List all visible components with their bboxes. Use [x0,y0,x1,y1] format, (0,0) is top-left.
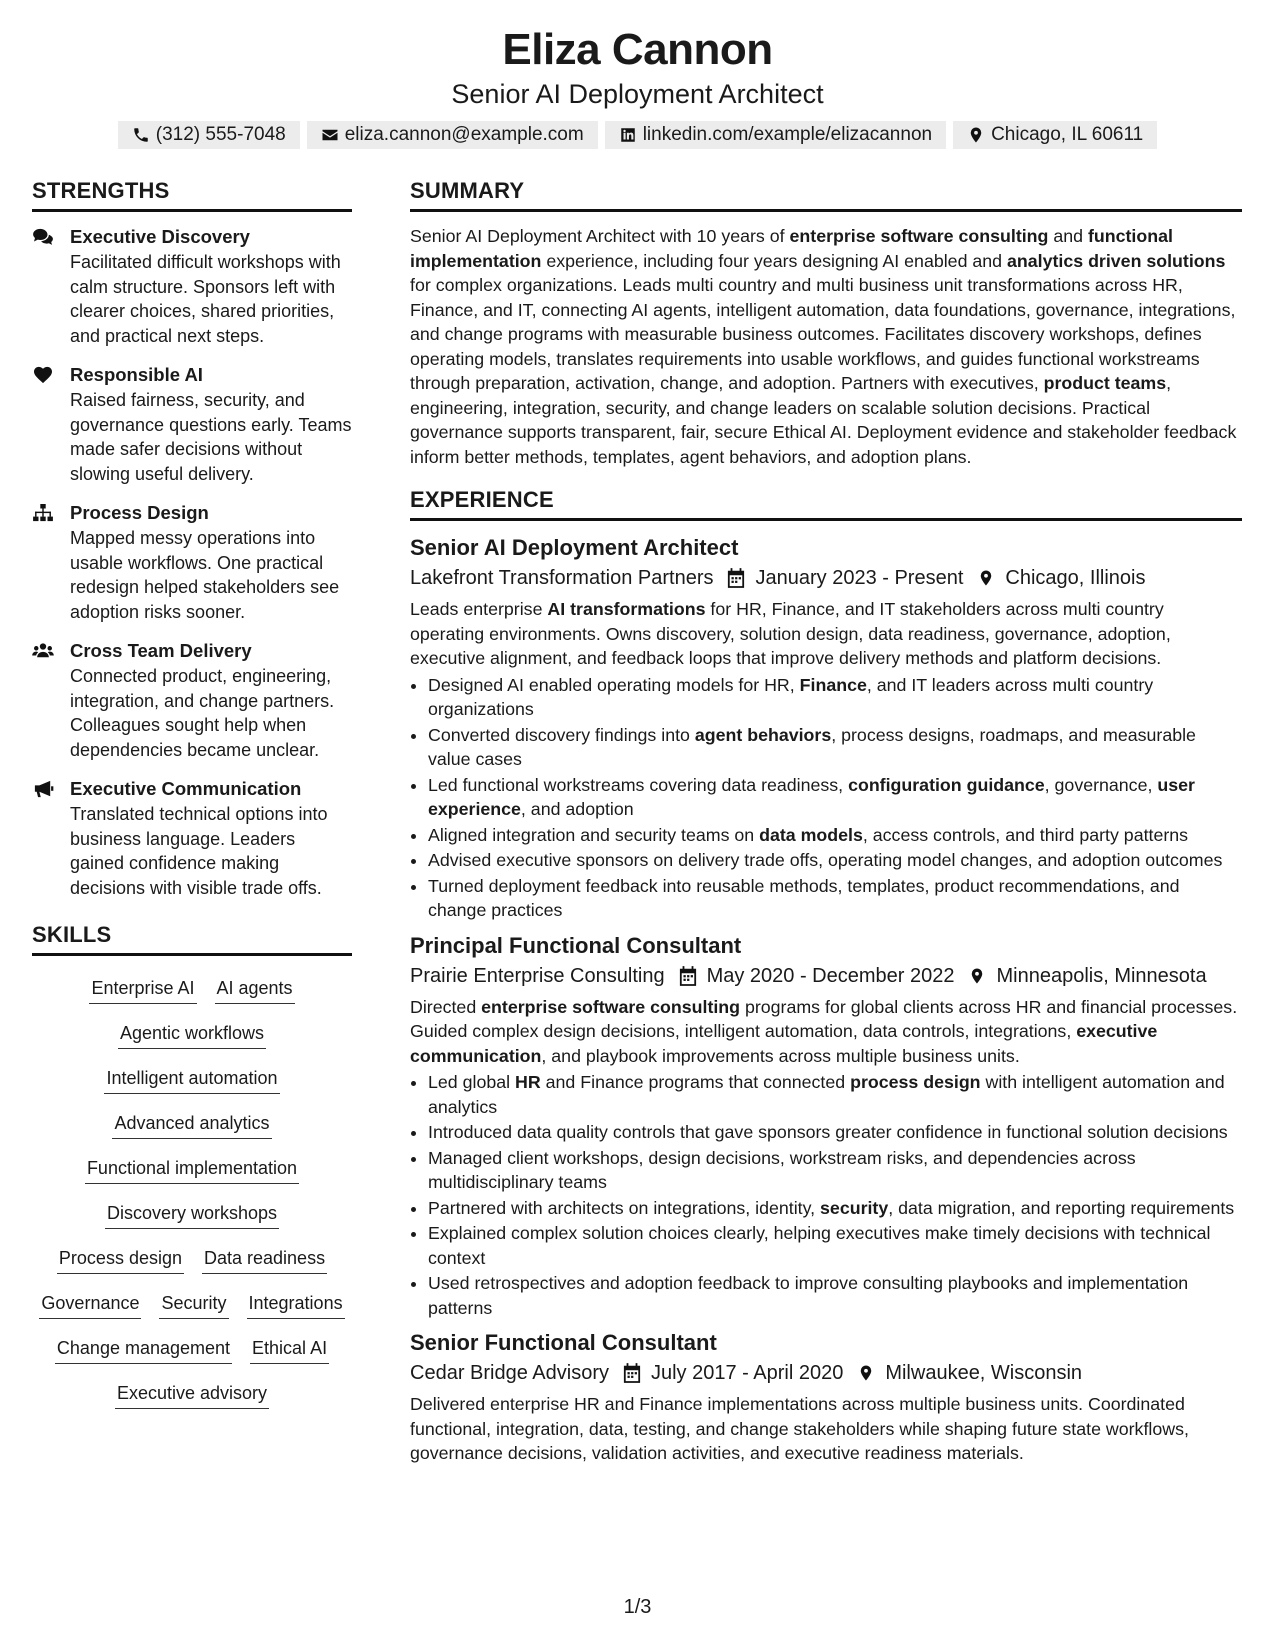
skill-tag: Functional implementation [85,1154,299,1184]
skill-tag: Discovery workshops [105,1199,279,1229]
text-run: Partnered with architects on integrations, identity, [428,1197,821,1218]
emphasis-text: enterprise software consulting [481,996,741,1017]
skill-tag: Security [159,1289,228,1319]
bullhorn-icon [32,780,54,798]
list-item [428,823,1242,848]
text-run: , and adoption [520,799,634,819]
skills-list [32,974,352,1424]
skill-row [32,1154,352,1199]
skill-tag: Data readiness [202,1244,327,1274]
sitemap-icon [32,504,54,522]
comments-icon [32,228,54,246]
skill-tag: Process design [57,1244,184,1274]
skill-tag: Enterprise AI [89,974,196,1004]
text-run: Introduced data quality controls that gave sponsors greater confidence in functional solution decisions [428,1122,1228,1142]
job-summary [410,1392,1242,1466]
strength-item [32,224,352,348]
strength-desc: Translated technical options into business language. Leaders gained confidence making decisions with visible trade offs. [70,804,328,898]
strength-desc: Facilitated difficult workshops with calm structure. Sponsors left with clearer choices, shared priorities, and practical next steps. [70,252,341,346]
skill-row [32,1199,352,1244]
map-pin-icon [977,568,995,588]
emphasis-text: HR [515,1072,541,1092]
calendar-icon [727,568,745,588]
text-run: experience, including four years designing AI enabled and [541,250,1008,271]
job-meta [410,563,1242,593]
text-run: , data migration, and reporting requirements [888,1197,1235,1218]
job-summary [410,597,1242,671]
job-title: Senior AI Deployment Architect [410,535,739,560]
skill-tag: Ethical AI [250,1334,329,1364]
text-run: Senior AI Deployment Architect with 10 years of [410,226,790,246]
strength-title: Cross Team Delivery [70,640,252,661]
list-item [428,1196,1242,1221]
emphasis-text: security [820,1197,889,1218]
linkedin-text: linkedin.com/example/elizacannon [642,124,933,145]
resume-header [0,0,1275,149]
phone-text: (312) 555-7048 [155,124,286,145]
strength-desc: Connected product, engineering, integration, and change partners. Colleagues sought help when dependencies became unclear. [70,666,335,760]
text-run: Explained complex solution choices clearly, helping executives make timely decisions with technical context [428,1223,1211,1268]
text-run: , access controls, and third party patterns [862,824,1189,845]
envelope-icon [321,126,339,144]
map-pin-icon [857,1363,875,1383]
strength-title: Executive Communication [70,778,302,799]
text-run: Led global [428,1072,516,1092]
calendar-icon [679,966,697,986]
strength-item [32,362,352,486]
contact-location [953,121,1157,149]
skill-tag: Intelligent automation [104,1064,279,1094]
location-text: Chicago, IL 60611 [991,124,1144,145]
list-item [428,848,1242,873]
experience-heading: EXPERIENCE [410,487,1242,521]
job-company: Cedar Bridge Advisory [410,1362,609,1384]
job-summary [410,995,1242,1069]
list-item [428,1070,1242,1119]
job-title: Senior Functional Consultant [410,1330,717,1355]
job-location: Milwaukee, Wisconsin [885,1362,1083,1384]
skill-row [32,1379,352,1424]
text-run: Converted discovery findings into [428,724,695,745]
text-run: , and IT leaders across multi country organizations [428,674,1154,719]
list-item [428,1271,1242,1320]
list-item [428,673,1242,722]
skill-row [32,1109,352,1154]
list-item [428,1120,1242,1145]
skill-row [32,1064,352,1109]
strength-item [32,776,352,900]
list-item [428,723,1242,772]
job-location: Chicago, Illinois [1005,567,1146,589]
contact-phone[interactable] [118,121,300,149]
emphasis-text: process design [850,1072,981,1092]
text-run: Turned deployment feedback into reusable methods, templates, product recommendations, and change practices [428,875,1180,920]
map-pin-icon [968,966,986,986]
summary-text [410,224,1242,469]
contact-linkedin[interactable] [605,121,946,149]
calendar-icon [623,1363,641,1383]
text-run: Led functional workstreams covering data readiness, [428,774,849,795]
experience-list [410,533,1242,1466]
emphasis-text: functional implementation [410,226,1173,271]
skill-tag: Change management [55,1334,232,1364]
job-dates: May 2020 - December 2022 [706,964,955,987]
skill-row [32,1289,352,1334]
text-run: for complex organizations. Leads multi country and multi business unit transformations across HR, Finance, and IT, connecting AI agents, intelligent automation, data foundations, governance, integrations, and change programs with measurable business outcomes. Facilitates discovery workshops, defines operating models, translates requirements into usable workflows, and guides functional workstreams through preparation, activation, change, and adoption. Partners with executives, [410,275,1236,393]
job-company: Prairie Enterprise Consulting [410,964,665,987]
text-run: , process designs, roadmaps, and measurable value cases [428,724,1196,769]
heart-icon [32,366,54,384]
strength-title: Executive Discovery [70,226,250,247]
job-title: Principal Functional Consultant [410,932,742,958]
map-pin-icon [967,126,985,144]
text-run: and Finance programs that connected [540,1072,851,1092]
candidate-title: Senior AI Deployment Architect [451,79,824,109]
text-run: Leads enterprise [410,599,548,619]
text-run: , engineering, integration, security, and change leaders on scalable solution decisions. Practical governance supports transparent, fair, secure Ethical AI. Deployment evidence and stakeholder feedback inform better methods, templates, agent behaviors, and adoption plans. [410,373,1237,467]
skill-tag: Governance [39,1289,141,1319]
emphasis-text: agent behaviors [694,724,832,745]
job-location: Minneapolis, Minnesota [996,964,1207,987]
text-run: Managed client workshops, design decisions, workstream risks, and dependencies across multidisciplinary teams [428,1147,1136,1192]
emphasis-text: user experience [428,774,1195,819]
text-run: , governance, [1044,774,1158,795]
emphasis-text: product teams [1043,373,1167,393]
job-bullets [410,1070,1242,1320]
job-entry [410,931,1242,1321]
job-company: Lakefront Transformation Partners [410,567,714,589]
skill-tag: AI agents [215,974,295,1004]
strength-item [32,638,352,762]
strength-item [32,500,352,624]
job-bullets [410,673,1242,923]
emphasis-text: AI transformations [547,599,706,619]
list-item [428,1221,1242,1270]
skill-row [32,974,352,1019]
skill-tag: Integrations [247,1289,345,1319]
job-entry [410,1328,1242,1466]
emphasis-text: analytics driven solutions [1007,250,1226,271]
candidate-name: Eliza Cannon [502,25,773,74]
phone-icon [132,126,150,144]
linkedin-icon [619,126,637,144]
text-run: Directed [410,996,482,1017]
skill-row [32,1244,352,1289]
text-run: with intelligent automation and analytics [428,1072,1225,1117]
text-run: programs for global clients across HR and financial processes. Guided complex design decisions, intelligent automation, data controls, integrations, [410,996,1238,1041]
strength-title: Process Design [70,502,209,523]
list-item [428,874,1242,923]
text-run: Designed AI enabled operating models for HR, [428,674,800,695]
skill-row [32,1019,352,1064]
skill-tag: Executive advisory [115,1379,269,1409]
emphasis-text: configuration guidance [848,774,1045,795]
email-text: eliza.cannon@example.com [344,124,584,145]
job-dates: July 2017 - April 2020 [650,1362,844,1384]
skill-row [32,1334,352,1379]
strength-desc: Mapped messy operations into usable workflows. One practical redesign helped stakeholders see adoption risks sooner. [70,528,340,622]
text-run: Advised executive sponsors on delivery trade offs, operating model changes, and adoption outcomes [428,850,1223,870]
job-meta [410,961,1242,991]
text-run: for HR, Finance, and IT stakeholders across multi country operating environments. Owns discovery, solution design, data readiness, governance, adoption, executive alignment, and feedback loops that improve delivery methods and platform decisions. [410,599,1171,668]
strength-desc: Raised fairness, security, and governance questions early. Teams made safer decisions without slowing useful delivery. [70,390,352,484]
job-dates: January 2023 - Present [755,567,964,589]
emphasis-text: Finance [799,674,867,695]
text-run: , and playbook improvements across multiple business units. [541,1045,1020,1066]
job-entry [410,533,1242,923]
users-icon [32,642,54,660]
skills-heading: SKILLS [32,922,352,956]
contact-bar [0,121,1275,149]
text-run: Delivered enterprise HR and Finance implementations across multiple business units. Coordinated functional, integration, data, testing, and change stakeholders while shaping future state workflows, governance decisions, validation activities, and executive readiness materials. [410,1394,1189,1463]
emphasis-text: enterprise software consulting [789,226,1049,246]
text-run: Used retrospectives and adoption feedback to improve consulting playbooks and implementation patterns [428,1273,1189,1318]
text-run: and [1048,226,1088,246]
left-column [32,178,352,1424]
right-column [410,178,1242,1466]
job-meta [410,1358,1242,1388]
strengths-heading: STRENGTHS [32,178,352,212]
list-item [428,773,1242,822]
text-run: Aligned integration and security teams on [428,824,760,845]
contact-email[interactable] [307,121,598,149]
skill-tag: Agentic workflows [118,1019,266,1049]
skill-tag: Advanced analytics [112,1109,271,1139]
summary-heading: SUMMARY [410,178,1242,212]
emphasis-text: data models [759,824,863,845]
page-number: 1/3 [623,1596,652,1618]
list-item [428,1146,1242,1195]
strength-title: Responsible AI [70,364,203,385]
emphasis-text: executive communication [410,1021,1158,1066]
